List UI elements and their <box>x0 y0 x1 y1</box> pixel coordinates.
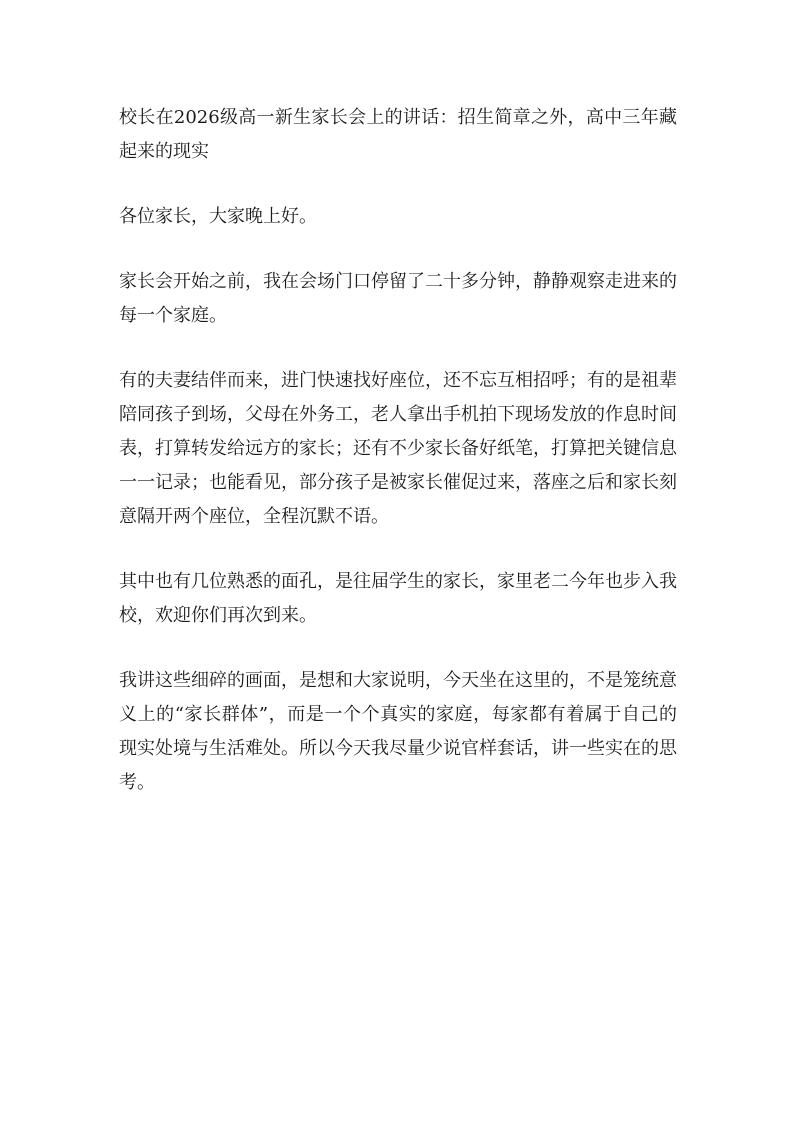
paragraph-purpose: 我讲这些细碎的画面，是想和大家说明，今天坐在这里的，不是笼统意义上的“家长群体”，而是一个个真实的家庭，每家都有着属于自己的现实处境与生活难处。所以今天我尽量少说官样套话，讲一些实在的思考。 <box>119 670 677 793</box>
document-title: 校长在2026级高一新生家长会上的讲话：招生简章之外，高中三年藏起来的现实 <box>119 107 677 162</box>
paragraph-returning-parents: 其中也有几位熟悉的面孔，是往届学生的家长，家里老二今年也步入我校，欢迎你们再次到来。 <box>119 571 677 626</box>
document-body <box>119 101 677 831</box>
paragraph-greeting: 各位家长，大家晚上好。 <box>119 206 317 227</box>
paragraph-observation: 家长会开始之前，我在会场门口停留了二十多分钟，静静观察走进来的每一个家庭。 <box>119 271 677 326</box>
paragraph-families: 有的夫妻结伴而来，进门快速找好座位，还不忘互相招呼；有的是祖辈陪同孩子到场，父母在外务工，老人拿出手机拍下现场发放的作息时间表，打算转发给远方的家长；还有不少家长备好纸笔，打算把关键信息一一记录；也能看见，部分孩子是被家长催促过来，落座之后和家长刻意隔开两个座位，全程沉默不语。 <box>119 370 677 527</box>
